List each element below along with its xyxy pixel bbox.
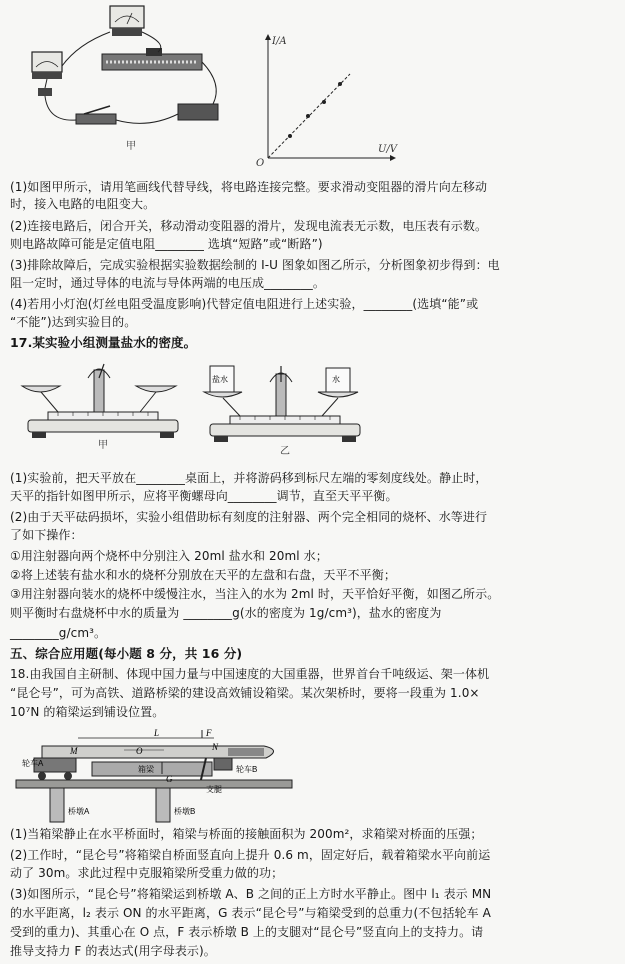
text-line: (1)当箱梁静止在水平桥面时，箱梁与桥面的接触面积为 200m²，求箱梁对桥面的压强； xyxy=(10,827,483,841)
text-line: (2)由于天平砝码损坏，实验小组借助标有刻度的注射器、两个完全相同的烧杯、水等进行 xyxy=(10,510,488,524)
text-line: 了如下操作： xyxy=(10,528,83,542)
text-line: (3)如图所示，“昆仑号”将箱梁运到桥墩 A、B 之间的正上方时水平静止。图中 l₁ 表示 MN xyxy=(10,887,492,901)
text-line: 18.由我国自主研制、体现中国力量与中国速度的大国重器，世界首台千吨级运、架一体机 xyxy=(10,667,490,681)
text-line: ③用注射器向装水的烧杯中缓慢注水，当注入的水为 2ml 时，天平恰好平衡，如图乙所示。 xyxy=(10,587,500,601)
text-line: (2)工作时，“昆仑号”将箱梁自桥面竖直向上提升 0.6 m，固定好后，载着箱梁水平向前运 xyxy=(10,848,491,862)
text-line: ①用注射器向两个烧杯中分别注入 20ml 盐水和 20ml 水； xyxy=(10,549,328,563)
text-line: (1)实验前，把天平放在________桌面上，并将游码移到标尺左端的零刻度线处。静止时， xyxy=(10,471,488,485)
bridge-label-pier-b: 桥墩B xyxy=(174,807,196,816)
text-line: 动了 30m。求此过程中克服箱梁所受重力做的功； xyxy=(10,866,284,880)
text-line: (2)连接电路后，闭合开关，移动滑动变阻器的滑片，发现电流表无示数，电压表有示数。 xyxy=(10,219,488,233)
text-line: 时，接入电路的电阻变大。 xyxy=(10,197,156,211)
circuit-label: 甲 xyxy=(126,141,136,152)
text-line: (1)如图甲所示，请用笔画线代替导线，将电路连接完整。要求滑动变阻器的滑片向左移动 xyxy=(10,180,488,194)
bridge-label-g: G xyxy=(166,774,173,784)
text-line: 的水平距离，l₂ 表示 ON 的水平距离，G 表示“昆仑号”与箱梁受到的总重力(不包括轮车 A xyxy=(10,906,491,920)
text-line: 阻一定时，通过导体的电流与导体两端的电压成________。 xyxy=(10,276,326,290)
balance-figure-left xyxy=(18,358,193,450)
bridge-label-beam: 箱梁 xyxy=(138,765,154,774)
graph-y-axis-label: I/A xyxy=(272,36,287,47)
text-line: ________g/cm³。 xyxy=(10,626,107,640)
text-line: 则平衡时右盘烧杯中水的质量为 ________g(水的密度为 1g/cm³)，盐水的密度为 xyxy=(10,606,442,620)
bridge-label-wheel-a: 轮车A xyxy=(22,759,44,768)
bridge-figure xyxy=(14,726,294,826)
section-five-heading: 五、综合应用题(每小题 8 分，共 16 分) xyxy=(10,646,243,661)
bridge-label-wheel-b: 轮车B xyxy=(236,765,258,774)
text-line: 天平的指针如图甲所示，应将平衡螺母向________调节，直至天平平衡。 xyxy=(10,489,398,503)
bridge-label-o: O xyxy=(136,746,143,756)
text-line: 受到的重力)、其重心在 O 点，F 表示桥墩 B 上的支腿对“昆仑号”竖直向上的支持力。请 xyxy=(10,925,484,939)
balance-left-label: 甲 xyxy=(98,440,108,450)
text-line: 则电路故障可能是定值电阻________ 选填“短路”或“断路”) xyxy=(10,237,323,251)
circuit-figure xyxy=(18,4,243,154)
beaker-right-label: 水 xyxy=(332,375,340,384)
balance-figure-right xyxy=(200,358,375,458)
graph-x-axis-label: U/V xyxy=(378,144,398,155)
text-line: (4)若用小灯泡(灯丝电阻受温度影响)代替定值电阻进行上述实验，________(选填“能”或 xyxy=(10,297,479,311)
bridge-label-n: N xyxy=(212,742,219,752)
text-line: 推导支持力 F 的表达式(用字母表示)。 xyxy=(10,944,216,958)
question-17-heading: 17.某实验小组测量盐水的密度。 xyxy=(10,335,197,350)
bridge-label-m: M xyxy=(70,746,78,756)
bridge-label-support: 支腿 xyxy=(206,785,222,794)
bridge-label-pier-a: 桥墩A xyxy=(68,807,90,816)
text-line: “昆仑号”，可为高铁、道路桥梁的建设高效铺设箱梁。某次架桥时，要将一段重为 1.0× xyxy=(10,686,480,700)
text-line: (3)排除故障后，完成实验根据实验数据绘制的 I-U 图象如图乙所示，分析图象初步得到：电 xyxy=(10,258,500,272)
text-line: 10⁷N 的箱梁运到铺设位置。 xyxy=(10,705,165,719)
balance-right-label: 乙 xyxy=(280,446,290,457)
text-line: ②将上述装有盐水和水的烧杯分别放在天平的左盘和右盘，天平不平衡； xyxy=(10,568,396,582)
graph-origin-label: O xyxy=(256,158,265,169)
text-line: “不能”)达到实验目的。 xyxy=(10,315,137,329)
beaker-left-label: 盐水 xyxy=(212,375,228,384)
bridge-label-l: L xyxy=(154,728,160,738)
bridge-label-f: F xyxy=(206,728,212,738)
iu-graph xyxy=(250,30,400,170)
